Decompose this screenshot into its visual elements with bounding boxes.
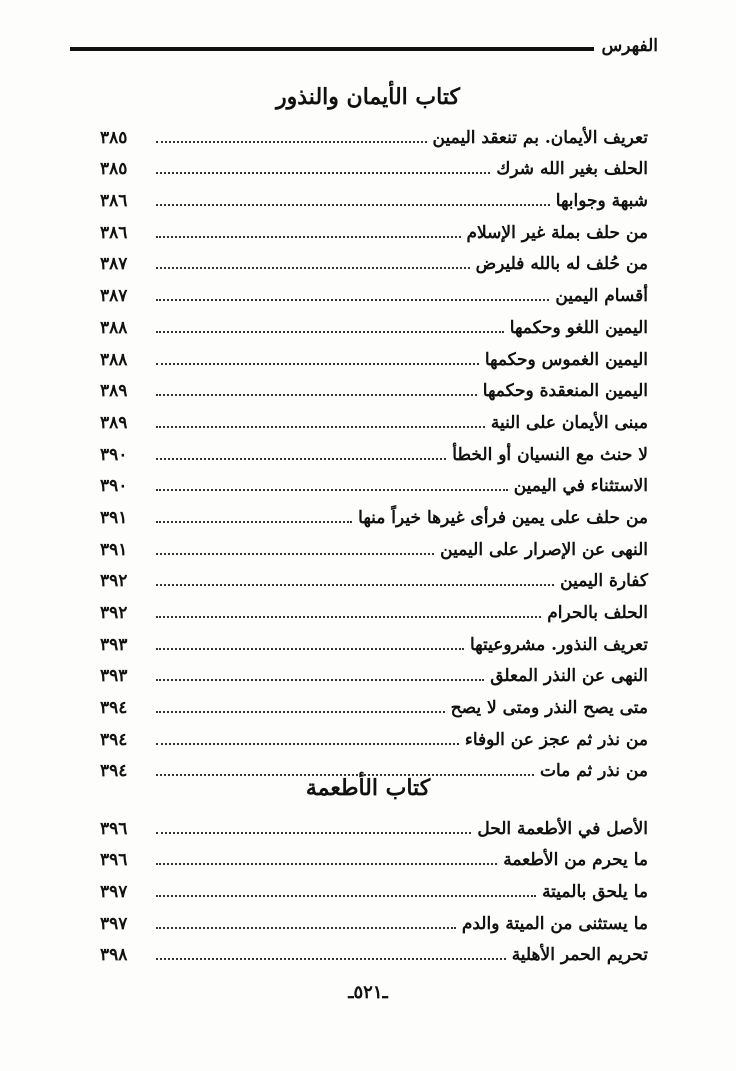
toc-entry <box>100 466 648 498</box>
toc-entry <box>100 808 648 840</box>
dot-leader <box>156 553 434 555</box>
dot-leader <box>156 299 549 301</box>
entry-page-number: ٣٨٩ <box>100 381 128 402</box>
toc-list <box>100 808 648 966</box>
dot-leader <box>156 521 352 523</box>
entry-page-number: ٣٩٤ <box>100 761 128 782</box>
entry-title: النهى عن النذر المعلق <box>490 666 648 687</box>
entry-page-number: ٣٩٢ <box>100 571 128 592</box>
entry-title: تعريف الأيمان. بم تنعقد اليمين <box>432 127 648 148</box>
dot-leader <box>156 489 508 491</box>
entry-title: من نذر ثم عجز عن الوفاء <box>464 729 648 750</box>
entry-title: من نذر ثم مات <box>539 761 648 782</box>
dot-leader <box>156 679 484 681</box>
toc-entry <box>100 529 648 561</box>
entry-title: ما يحرم من الأطعمة <box>503 850 648 871</box>
entry-page-number: ٣٨٧ <box>100 254 128 275</box>
dot-leader <box>156 458 446 460</box>
toc-entry <box>100 307 648 339</box>
dot-leader <box>156 426 485 428</box>
dot-leader <box>156 832 471 834</box>
toc-list <box>100 117 648 782</box>
toc-entry <box>100 339 648 371</box>
entry-title: لا حنث مع النسيان أو الخطأ <box>452 444 648 465</box>
entry-page-number: ٣٩٠ <box>100 444 128 465</box>
toc-entry <box>100 624 648 656</box>
entry-title: اليمين المنعقدة وحكمها <box>482 381 648 402</box>
dot-leader <box>156 616 541 618</box>
entry-title: شبهة وجوابها <box>555 191 648 212</box>
entry-page-number: ٣٨٩ <box>100 412 128 433</box>
entry-title: الحلف بالحرام <box>547 603 648 623</box>
dot-leader <box>156 141 427 143</box>
toc-entry <box>100 275 648 307</box>
entry-page-number: ٣٨٦ <box>100 191 128 212</box>
entry-page-number: ٣٩١ <box>100 539 128 560</box>
dot-leader <box>156 584 554 586</box>
toc-entry <box>100 903 648 935</box>
toc-entry <box>100 871 648 903</box>
toc-entry <box>100 656 648 688</box>
entry-page-number: ٣٩٤ <box>100 729 128 750</box>
dot-leader <box>156 236 461 238</box>
entry-page-number: ٣٩٧ <box>100 882 128 903</box>
entry-page-number: ٣٨٥ <box>100 127 128 148</box>
entry-page-number: ٣٩٦ <box>100 818 128 839</box>
dot-leader <box>156 743 459 745</box>
entry-page-number: ٣٨٨ <box>100 349 128 370</box>
entry-title: كفارة اليمين <box>560 571 648 592</box>
entry-page-number: ٣٨٦ <box>100 222 128 243</box>
dot-leader <box>156 172 490 174</box>
dot-leader <box>156 895 536 897</box>
entry-page-number: ٣٩٨ <box>100 945 128 966</box>
toc-entry <box>100 180 648 212</box>
entry-title: تعريف النذور. مشروعيتها <box>469 634 648 655</box>
entry-title: النهى عن الإصرار على اليمين <box>440 539 648 560</box>
entry-title: متى يصح النذر ومتى لا يصح <box>450 698 648 719</box>
toc-entry <box>100 402 648 434</box>
dot-leader <box>156 267 470 269</box>
toc-entry <box>100 592 648 624</box>
dot-leader <box>156 648 464 650</box>
entry-title: من حُلف له بالله فليرض <box>475 254 648 275</box>
entry-title: الحلف بغير الله شرك <box>496 159 648 180</box>
toc-entry <box>100 434 648 466</box>
entry-page-number: ٣٩٠ <box>100 476 128 497</box>
dot-leader <box>156 331 504 333</box>
toc-entry <box>100 212 648 244</box>
entry-title: اليمين الغموس وحكمها <box>484 349 648 370</box>
section-title: كتاب الأطعمة <box>305 775 431 801</box>
entry-page-number: ٣٩٧ <box>100 913 128 934</box>
entry-title: الأصل في الأطعمة الحل <box>477 818 648 839</box>
entry-title: من حلف على يمين فرأى غيرها خيراً منها <box>358 507 648 528</box>
toc-entry <box>100 371 648 403</box>
entry-page-number: ٣٩٦ <box>100 850 128 871</box>
dot-leader <box>156 394 477 396</box>
entry-title: تحريم الحمر الأهلية <box>511 945 648 966</box>
header-title: الفهرس <box>601 36 658 56</box>
toc-entry <box>100 719 648 751</box>
entry-title: ما يلحق بالميتة <box>542 882 648 903</box>
entry-title: أقسام اليمين <box>555 286 648 307</box>
entry-title: من حلف بملة غير الإسلام <box>466 222 648 243</box>
toc-entry <box>100 149 648 181</box>
section-title: كتاب الأيمان والنذور <box>276 84 460 110</box>
toc-entry <box>100 935 648 967</box>
dot-leader <box>156 927 456 929</box>
dot-leader <box>156 958 506 960</box>
toc-entry <box>100 561 648 593</box>
page-number: ـ٥٢١ـ <box>348 982 388 1003</box>
entry-page-number: ٣٩١ <box>100 507 128 528</box>
toc-entry <box>100 687 648 719</box>
entry-title: ما يستثنى من الميتة والدم <box>461 913 648 934</box>
toc-entry <box>100 497 648 529</box>
header-rule <box>70 47 594 51</box>
dot-leader <box>156 204 550 206</box>
page-header <box>70 32 658 60</box>
entry-page-number: ٣٩٤ <box>100 698 128 719</box>
entry-page-number: ٣٨٧ <box>100 286 128 307</box>
toc-entry <box>100 244 648 276</box>
entry-title: الاستثناء في اليمين <box>513 476 648 497</box>
entry-page-number: ٣٨٥ <box>100 159 128 180</box>
dot-leader <box>156 363 479 365</box>
toc-entry <box>100 117 648 149</box>
dot-leader <box>156 863 497 865</box>
entry-title: اليمين اللغو وحكمها <box>509 317 648 338</box>
entry-page-number: ٣٩٢ <box>100 603 128 623</box>
entry-page-number: ٣٨٨ <box>100 317 128 338</box>
entry-page-number: ٣٩٣ <box>100 634 128 655</box>
entry-page-number: ٣٩٣ <box>100 666 128 687</box>
toc-entry <box>100 840 648 872</box>
entry-title: مبنى الأيمان على النية <box>490 412 648 433</box>
dot-leader <box>156 711 445 713</box>
